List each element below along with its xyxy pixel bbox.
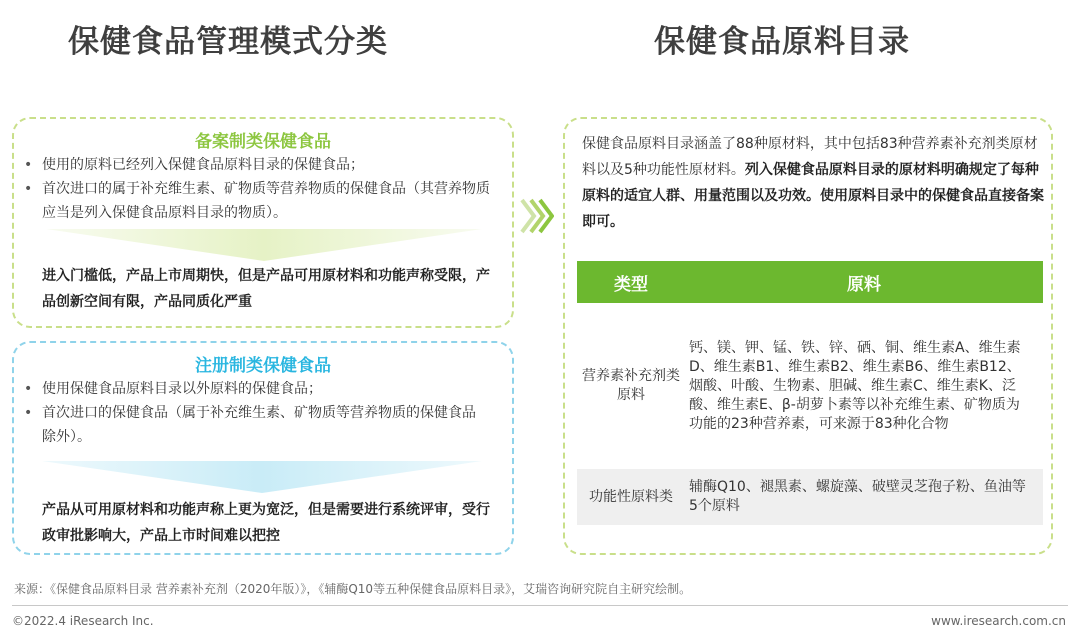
catalog-intro (582, 131, 1044, 235)
table-cell-materials: 钙、镁、钾、锰、铁、锌、硒、铜、维生素A、维生素D、维生素B1、维生素B2、维生素B6、维生素B12、烟酸、叶酸、生物素、胆碱、维生素C、维生素K、泛酸、维生素E、β-胡萝卜素等以补充维生素、矿物质为功能的23种营养素，可来源于83种化合物 (689, 339, 1021, 432)
filing-bullet-1: • 使用的原料已经列入保健食品原料目录的保健食品； (22, 153, 500, 177)
table-header-type: 类型 (577, 261, 685, 303)
filing-bullet-2: • 首次进口的属于补充维生素、矿物质等营养物质的保健食品（其营养物质应当是列入保健食品原料目录的物质）。 (22, 177, 500, 225)
materials-table (577, 261, 1043, 525)
copyright: ©2022.4 iResearch Inc. (12, 614, 154, 628)
table-cell-materials: 辅酶Q10、褪黑素、螺旋藻、破壁灵芝孢子粉、鱼油等5个原料 (689, 479, 1026, 514)
filing-card (12, 117, 514, 328)
table-header-row (577, 261, 1043, 303)
registration-heading: 注册制类保健食品 (195, 356, 331, 376)
filing-conclusion: 进入门槛低，产品上市周期快，但是产品可用原材料和功能声称受限，产品创新空间有限，产品同质化严重 (42, 268, 490, 310)
source-note: 来源：《保健食品原料目录 营养素补充剂（2020年版）》，《辅酶Q10等五种保健食品原料目录》，艾瑞咨询研究院自主研究绘制。 (14, 582, 692, 596)
triple-chevron-right-icon (520, 196, 554, 236)
registration-bullet-1: • 使用保健食品原料目录以外原料的保健食品； (22, 377, 488, 401)
left-title: 保健食品管理模式分类 (68, 24, 388, 60)
table-row (577, 303, 1043, 469)
registration-wedge (42, 461, 482, 493)
footer-divider (12, 605, 1068, 606)
registration-bullets (22, 377, 488, 449)
table-cell-type: 功能性原料类 (589, 488, 673, 505)
filing-bullets (22, 153, 500, 225)
catalog-card (563, 117, 1053, 555)
table-cell-type: 营养素补充剂类原料 (582, 368, 680, 403)
filing-wedge (46, 229, 482, 261)
right-title: 保健食品原料目录 (654, 24, 910, 60)
website-link[interactable]: www.iresearch.com.cn (931, 614, 1066, 628)
catalog-intro-plain: 保健食品原料目录涵盖了88种原材料，其中包括83种营养素补充剂类原材料以及5种功能性原材料。 (582, 136, 1038, 178)
registration-conclusion: 产品从可用原材料和功能声称上更为宽泛，但是需要进行系统评审，受行政审批影响大，产品上市时间难以把控 (42, 502, 490, 544)
table-header-materials: 原料 (685, 261, 1043, 303)
registration-bullet-2: • 首次进口的保健食品（属于补充维生素、矿物质等营养物质的保健食品除外）。 (22, 401, 488, 449)
registration-card (12, 341, 514, 555)
table-row (577, 469, 1043, 525)
filing-heading: 备案制类保健食品 (195, 132, 331, 152)
catalog-intro-bold: 列入保健食品原料目录的原材料明确规定了每种原料的适宜人群、用量范围以及功效。使用原料目录中的保健食品直接备案即可。 (582, 162, 1044, 230)
